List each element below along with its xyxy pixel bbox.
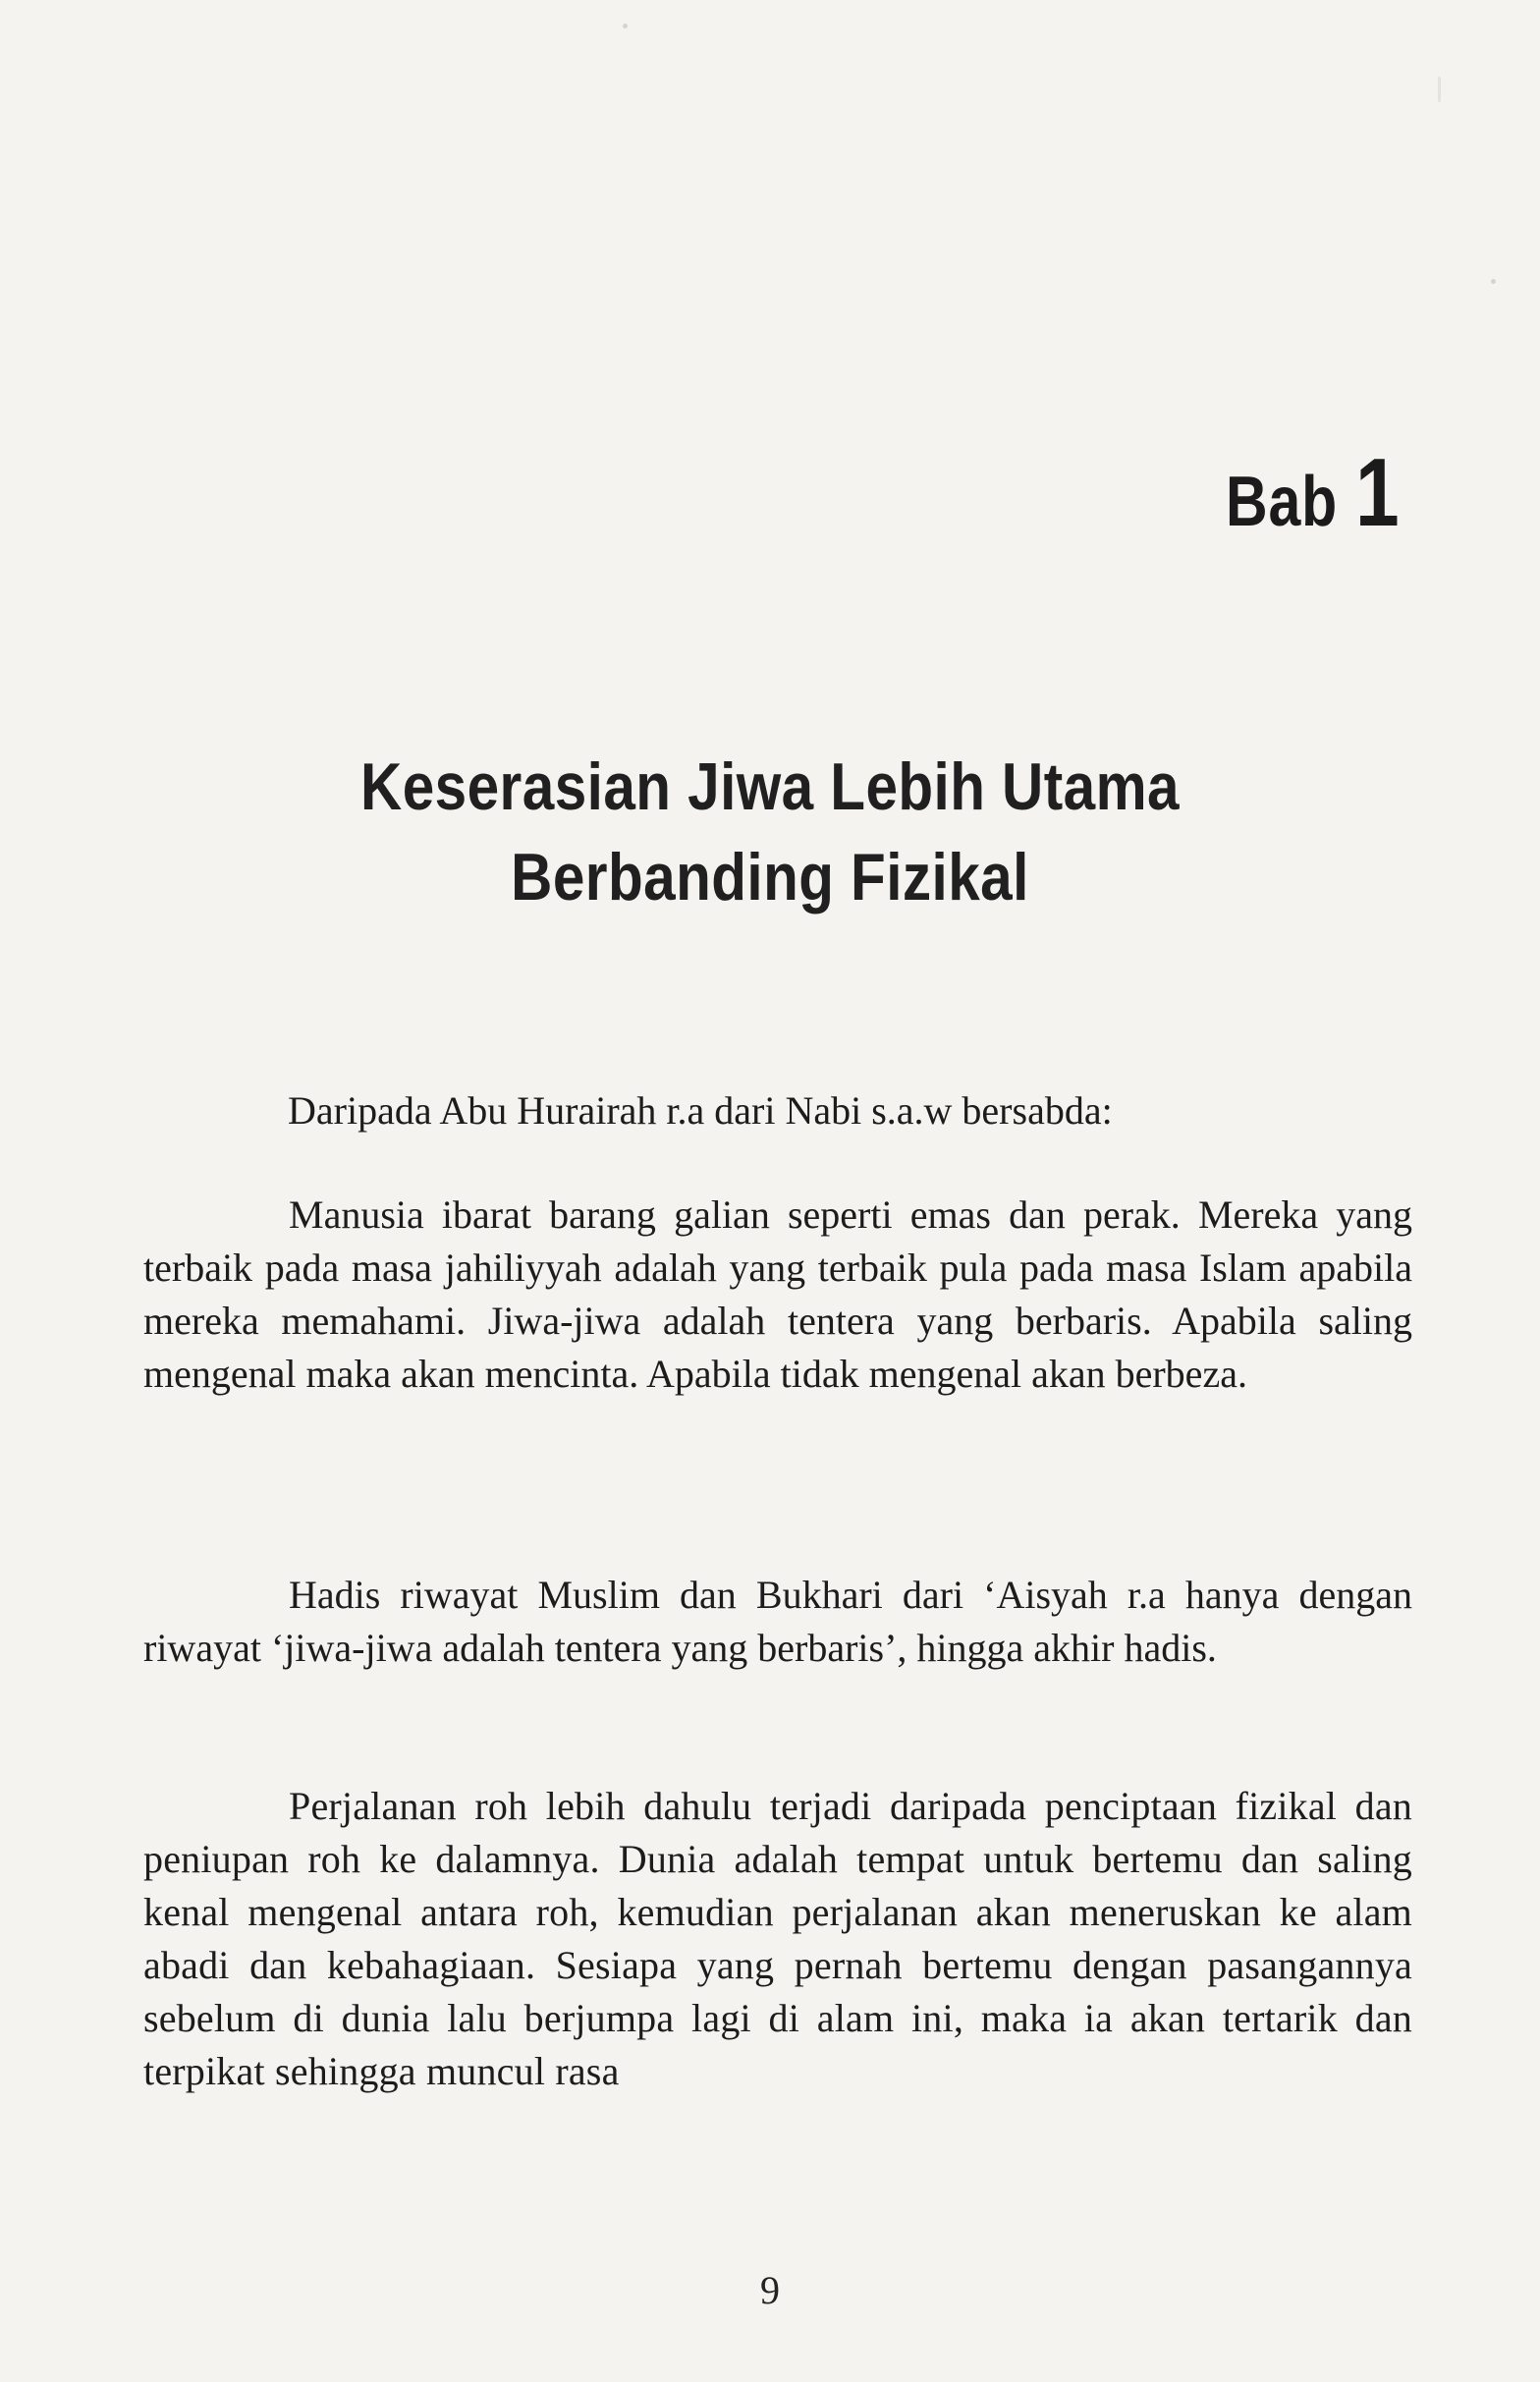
chapter-label (1201, 437, 1410, 548)
chapter-word: Bab (1226, 463, 1339, 541)
hadith-source-note: Hadis riwayat Muslim dan Bukhari dari ‘Aisyah r.a hanya dengan riwayat ‘jiwa-jiwa adalah tentera yang berbaris’, hingga akhir hadis. (143, 1573, 1412, 1670)
chapter-title (177, 742, 1363, 922)
hadith-text: Manusia ibarat barang galian seperti emas dan perak. Mereka yang terbaik pada masa jahiliyyah adalah yang terbaik pula pada masa Islam apabila mereka memahami. Jiwa-jiwa adalah tentera yang berbaris. Apabila saling mengenal maka akan mencinta. Apabila tidak mengenal akan berbeza. (143, 1192, 1412, 1396)
chapter-title-line-1: Keserasian Jiwa Lebih Utama (360, 749, 1180, 824)
chapter-number: 1 (1355, 438, 1402, 546)
chapter-title-line-2: Berbanding Fizikal (511, 840, 1029, 914)
page-number: 9 (760, 2268, 780, 2312)
hadith-introduction: Daripada Abu Hurairah r.a dari Nabi s.a.w bersabda: (288, 1088, 1113, 1133)
paper-speck (623, 24, 628, 28)
paper-speck (1491, 279, 1496, 284)
body-paragraph: Perjalanan roh lebih dahulu terjadi daripada penciptaan fizikal dan peniupan roh ke dalamnya. Dunia adalah tempat untuk bertemu dan saling kenal mengenal antara roh, kemudian perjalanan akan meneruskan ke alam abadi dan kebahagiaan. Sesiapa yang pernah bertemu dengan pasangannya sebelum di dunia lalu berjumpa lagi di alam ini, maka ia akan tertarik dan terpikat sehingga muncul rasa (143, 1784, 1412, 2093)
paper-mark (1438, 77, 1441, 102)
